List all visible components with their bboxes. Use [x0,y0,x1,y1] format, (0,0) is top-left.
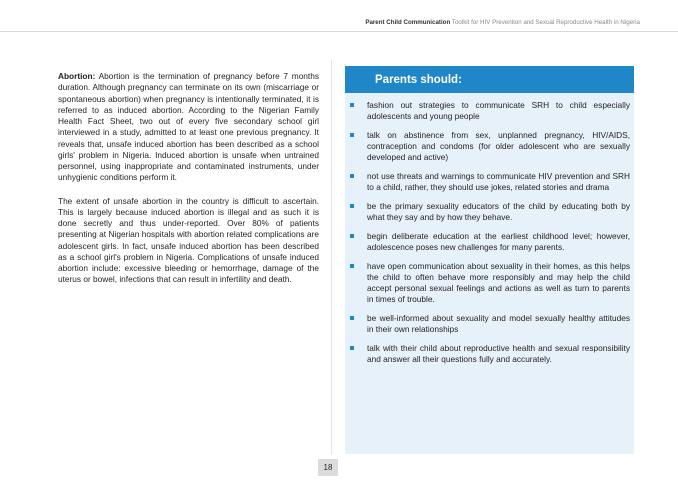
column-divider [331,60,332,455]
paragraph-abortion [58,71,319,184]
square-bullet-icon [350,103,354,107]
header-rule [0,31,678,32]
parents-should-list [345,93,634,365]
list-item [345,261,634,304]
list-item [345,231,634,253]
list-item [345,343,634,365]
running-header [365,19,640,26]
list-item-text: begin deliberate education at the earliest childhood level; however, adolescence poses new challenges for many parents. [367,231,630,252]
square-bullet-icon [350,133,354,137]
header-title-bold: Parent Child Communication [365,19,451,26]
list-item-text: have open communication about sexuality in their homes, as this helps the child to often behave more responsibly and may help the child accept personal sexual feelings and actions as well as turn to parents in times of trouble. [367,261,630,304]
list-item [345,130,634,162]
list-item [345,100,634,122]
list-item-text: not use threats and warnings to communicate HIV prevention and SRH to a child, rather, they should use jokes, related stories and drama [367,170,630,192]
list-item [345,171,634,193]
page-number: 18 [318,459,338,476]
left-column [58,71,319,298]
list-item [345,201,634,223]
square-bullet-icon [350,204,354,208]
abortion-term: Abortion: [58,71,96,81]
list-item-text: be well-informed about sexuality and model sexually healthy attitudes in their own relationships [367,312,630,334]
square-bullet-icon [350,316,354,320]
panel-title: Parents should: [375,73,462,86]
square-bullet-icon [350,346,354,350]
square-bullet-icon [350,264,354,268]
list-item-text: talk on abstinence from sex, unplanned pregnancy, HIV/AIDS, contraception and condoms (for older adolescent who are sexually developed and active) [367,130,630,162]
paragraph-unsafe-abortion: The extent of unsafe abortion in the country is difficult to ascertain. This is largely because induced abortion is illegal and as such it is done secretly and thus under-reported. Over 80% of patients presenting at Nigerian hospitals with abortion related complications are adolescent girls. In fact, unsafe induced abortion has been described as a school girl's problem in Nigeria. Complications of unsafe induced abortion include: excessive bleeding or hemorrhage, damage of the uterus or bowel, infections that can result in infertility and death. [58,195,319,285]
list-item-text: talk with their child about reproductive health and sexual responsibility and answer all their questions fully and accurately. [367,343,630,364]
parents-should-panel [345,66,634,454]
list-item-text: be the primary sexuality educators of the child by educating both by what they say and by how they behave. [367,201,630,222]
list-item [345,313,634,335]
header-title-rest: Toolkit for HIV Prevention and Sexual Reproductive Health in Nigeria [450,19,640,26]
panel-header [345,66,634,93]
abortion-definition: Abortion is the termination of pregnancy before 7 months duration. Although pregnancy can terminate on its own (miscarriage or spontaneous abortion) when pregnancy is intentionally terminated, it is referred to as induced abortion. According to the Nigerian Family Health Fact Sheet, two out of every five secondary school girl interviewed in a study, admitted to at least one previous pregnancy. It reveals that, unsafe induced abortion has been described as a school girls' problem in Nigeria. Induced abortion is unsafe when untrained personnel, using inappropriate and contaminated instruments, under unhygienic conditions perform it. [58,71,319,183]
list-item-text: fashion out strategies to communicate SRH to child especially adolescents and young people [367,100,630,121]
square-bullet-icon [350,234,354,238]
square-bullet-icon [350,174,354,178]
